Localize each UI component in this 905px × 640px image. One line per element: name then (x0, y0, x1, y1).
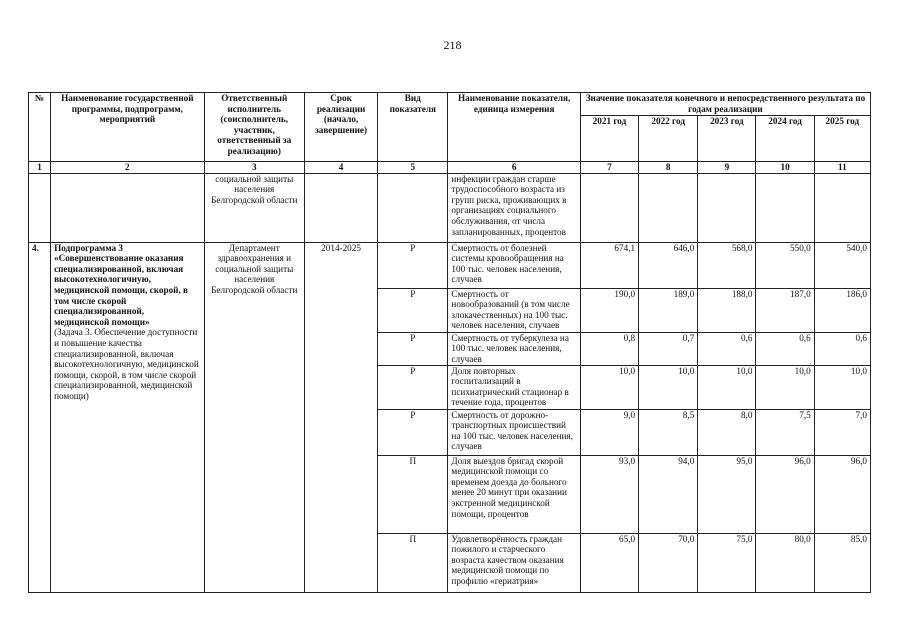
indicator-value: 190,0 (580, 288, 638, 332)
indicator-value: 189,0 (639, 288, 698, 332)
program-task: (Задача 3. Обеспечение доступности и повышение качества специализированной, включая высокотехнологичную, медицинской помощи, скорой, в том числе скорой специализированной, медицинской помощи) (54, 327, 199, 401)
indicator-name: Доля повторных госпитализаций в психиатрический стационар в течение года, процентов (448, 365, 580, 409)
indicator-value: 188,0 (698, 288, 756, 332)
indicator-name: Смертность от туберкулеза на 100 тыс. человек населения, случаев (448, 332, 580, 365)
indicator-type: Р (378, 242, 448, 288)
indicator-value: 96,0 (756, 455, 814, 533)
column-number: 6 (448, 162, 580, 174)
header-row (29, 93, 871, 116)
program-cell (51, 242, 205, 592)
indicator-type: П (378, 533, 448, 592)
indicator-value: 7,5 (756, 409, 814, 455)
program-term: 2014-2025 (304, 242, 377, 592)
column-number-row (29, 162, 871, 174)
indicator-value: 10,0 (639, 365, 698, 409)
indicator-value: 8,5 (639, 409, 698, 455)
indicator-value: 186,0 (814, 288, 870, 332)
indicator-name: Смертность от новообразований (в том числе злокачественных) на 100 тыс. человек населения, случаев (448, 288, 580, 332)
header-year: 2022 год (639, 116, 698, 162)
indicator-name: Доля выездов бригад скорой медицинской помощи со временем доезда до больного менее 20 минут при оказании экстренной медицинской помощи, процентов (448, 455, 580, 533)
column-number: 2 (51, 162, 205, 174)
header-year: 2024 год (756, 116, 814, 162)
indicator-type: Р (378, 288, 448, 332)
indicator-type: Р (378, 409, 448, 455)
header-year: 2023 год (698, 116, 756, 162)
indicator-value: 75,0 (698, 533, 756, 592)
column-number: 5 (378, 162, 448, 174)
header-year: 2025 год (814, 116, 870, 162)
column-number: 7 (580, 162, 638, 174)
continued-responsible: социальной защиты населения Белгородской области (204, 173, 304, 242)
continued-row (29, 173, 871, 242)
column-number: 4 (304, 162, 377, 174)
column-number: 9 (698, 162, 756, 174)
page-number: 218 (443, 38, 462, 52)
indicator-value: 85,0 (814, 533, 870, 592)
indicator-value: 96,0 (814, 455, 870, 533)
indicator-value: 0,7 (639, 332, 698, 365)
indicator-value: 10,0 (580, 365, 638, 409)
indicator-type: П (378, 455, 448, 533)
indicator-value: 70,0 (639, 533, 698, 592)
indicator-value: 568,0 (698, 242, 756, 288)
program-title: Подпрограмма 3 «Совершенствование оказания специализированной, включая высокотехнологичную, медицинской помощи, скорой, в том числе скорой специализированной, медицинской помощи» (54, 242, 189, 327)
program-number: 4. (29, 242, 51, 592)
header-values-group: Значение показателя конечного и непосредственного результата по годам реализации (580, 93, 870, 116)
indicator-type: Р (378, 365, 448, 409)
indicator-name: Удовлетворённость граждан пожилого и старческого возраста качеством оказания медицинской помощи по профилю «гериатрия» (448, 533, 580, 592)
indicator-value: 674,1 (580, 242, 638, 288)
column-number: 10 (756, 162, 814, 174)
column-number: 1 (29, 162, 51, 174)
indicator-value: 93,0 (580, 455, 638, 533)
indicator-value: 94,0 (639, 455, 698, 533)
indicator-value: 95,0 (698, 455, 756, 533)
program-responsible: Департамент здравоохранения и социальной защиты населения Белгородской области (204, 242, 304, 592)
indicator-value: 550,0 (756, 242, 814, 288)
indicator-value: 10,0 (698, 365, 756, 409)
indicator-name: Смертность от дорожно-транспортных происшествий на 100 тыс. человек населения, случаев (448, 409, 580, 455)
header-num: № (29, 93, 51, 162)
indicator-value: 9,0 (580, 409, 638, 455)
header-indicator: Наименование показателя, единица измерения (448, 93, 580, 162)
indicator-value: 10,0 (814, 365, 870, 409)
indicator-value: 10,0 (756, 365, 814, 409)
indicator-value: 0,6 (756, 332, 814, 365)
column-number: 8 (639, 162, 698, 174)
indicator-value: 65,0 (580, 533, 638, 592)
header-type: Вид показателя (378, 93, 448, 162)
indicator-value: 80,0 (756, 533, 814, 592)
column-number: 3 (204, 162, 304, 174)
header-responsible: Ответственный исполнитель (соисполнитель, участник, ответственный за реализацию) (204, 93, 304, 162)
header-name: Наименование государственной программы, подпрограмм, мероприятий (51, 93, 205, 162)
header-term: Срок реализации (начало, завершение) (304, 93, 377, 162)
indicator-value: 187,0 (756, 288, 814, 332)
indicator-name: Смертность от болезней системы кровообращения на 100 тыс. человек населения, случаев (448, 242, 580, 288)
indicator-value: 540,0 (814, 242, 870, 288)
indicator-value: 0,6 (814, 332, 870, 365)
indicator-value: 7,0 (814, 409, 870, 455)
continued-indicator: инфекции граждан старше трудоспособного возраста из групп риска, проживающих в организациях социального обслуживания, от числа запланированных, процентов (448, 173, 580, 242)
indicator-type: Р (378, 332, 448, 365)
indicator-value: 0,6 (698, 332, 756, 365)
indicator-value: 8,0 (698, 409, 756, 455)
indicator-row (29, 242, 871, 288)
column-number: 11 (814, 162, 870, 174)
program-table (28, 92, 871, 593)
header-year: 2021 год (580, 116, 638, 162)
indicator-value: 646,0 (639, 242, 698, 288)
indicator-value: 0,8 (580, 332, 638, 365)
